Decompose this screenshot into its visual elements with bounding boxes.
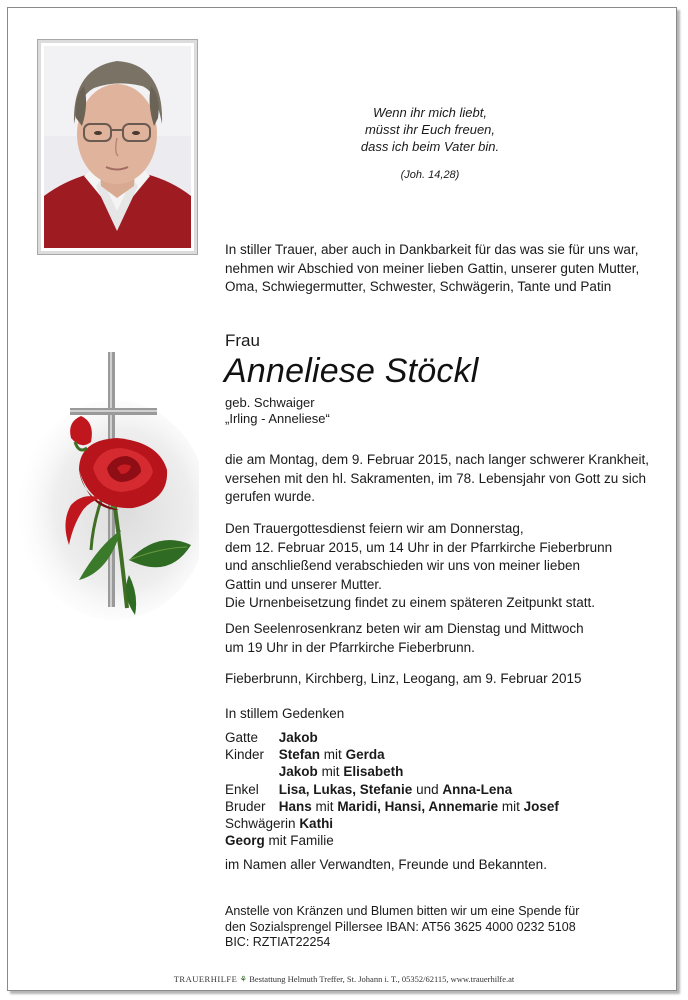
- family-name: Jakob: [278, 764, 318, 780]
- service-line: Den Trauergottesdienst feiern wir am Donnerstag,: [225, 521, 524, 536]
- family-link: mit Familie: [268, 833, 334, 849]
- donation-line: den Sozialsprengel Pillersee IBAN: AT56 3625 4000 0232 5108: [225, 919, 576, 934]
- family-link: mit: [321, 764, 340, 780]
- portrait-photo: [37, 39, 198, 255]
- rosary-line: Den Seelenrosenkranz beten wir am Dienstag und Mittwoch: [225, 621, 584, 636]
- family-link: mit: [315, 798, 334, 814]
- bible-verse: [320, 104, 540, 155]
- family-name: Maridi, Hansi, Annemarie: [337, 798, 499, 814]
- family-name: Hans: [278, 798, 312, 814]
- rosary-paragraph: [225, 620, 665, 657]
- family-row-schwaegerin: [225, 815, 559, 832]
- footer: [0, 974, 688, 985]
- footer-brand: TRAUERHILFE: [173, 974, 238, 984]
- service-line: Die Urnenbeisetzung findet zu einem späteren Zeitpunkt statt.: [225, 595, 595, 610]
- gedenken-heading: In stillem Gedenken: [225, 706, 345, 721]
- intro-text: In stiller Trauer, aber auch in Dankbarkeit für das was sie für uns war, nehmen wir Abschied von meiner lieben Gattin, unserer guten Mutter, Oma, Schwiegermutter, Schwester, Schwägerin, Tante und Patin: [225, 242, 640, 294]
- verse-line: müsst ihr Euch freuen,: [364, 122, 496, 137]
- verse-reference: (Joh. 14,28): [400, 169, 460, 181]
- family-label: Enkel: [225, 781, 259, 797]
- cross-rose-illustration: [9, 350, 199, 620]
- service-paragraph: [225, 520, 665, 613]
- nickname: „Irling - Anneliese“: [225, 411, 330, 426]
- family-link: mit: [501, 798, 520, 814]
- deceased-name: Anneliese Stöckl: [224, 352, 479, 390]
- verse-line: Wenn ihr mich liebt,: [373, 105, 487, 120]
- family-name: Kathi: [299, 816, 334, 832]
- family-name: Stefan: [278, 747, 321, 763]
- family-link: und: [416, 781, 439, 797]
- death-paragraph: die am Montag, dem 9. Februar 2015, nach langer schwerer Krankheit, versehen mit den hl. Sakramenten, im 78. Lebensjahr von Gott zu sich gerufen wurde.: [225, 452, 649, 504]
- portrait-image: [44, 46, 191, 248]
- family-row-enkel: [225, 781, 559, 798]
- family-label: Bruder: [225, 798, 266, 814]
- rosary-line: um 19 Uhr in der Pfarrkirche Fieberbrunn.: [225, 639, 475, 655]
- family-name: Anna-Lena: [442, 781, 513, 797]
- on-behalf-line: im Namen aller Verwandten, Freunde und Bekannten.: [225, 857, 547, 872]
- family-label: Schwägerin: [225, 816, 296, 832]
- family-label: Gatte: [225, 730, 259, 745]
- birth-info: [225, 395, 330, 427]
- verse-line: dass ich beim Vater bin.: [360, 139, 500, 154]
- donation-line: BIC: RZTIAT22254: [225, 935, 331, 949]
- family-row-gatte: [225, 729, 559, 746]
- service-line: und anschließend verabschieden wir uns von meiner lieben: [225, 558, 580, 573]
- family-name: Josef: [523, 798, 559, 814]
- family-name: Jakob: [278, 730, 318, 745]
- footer-logo-icon: ⚘: [239, 974, 248, 984]
- service-line: Gattin und unserer Mutter.: [225, 576, 382, 592]
- family-name: Lisa, Lukas, Stefanie: [278, 781, 413, 797]
- family-row-kinder-2: [225, 763, 559, 780]
- family-name: Georg: [225, 833, 265, 849]
- family-link: mit: [323, 747, 342, 763]
- family-row-georg: [225, 832, 559, 849]
- family-name: Elisabeth: [343, 764, 404, 780]
- donation-line: Anstelle von Kränzen und Blumen bitten wir um eine Spende für: [225, 904, 580, 918]
- family-list: [225, 729, 559, 849]
- footer-text: Bestattung Helmuth Treffer, St. Johann i. T., 05352/62115, www.trauerhilfe.at: [249, 974, 515, 984]
- donation-note: [225, 904, 665, 951]
- birth-name: geb. Schwaiger: [225, 395, 315, 410]
- family-row-bruder: [225, 798, 559, 815]
- place-date: Fieberbrunn, Kirchberg, Linz, Leogang, am 9. Februar 2015: [225, 671, 582, 686]
- family-label: Kinder: [225, 747, 265, 763]
- family-row-kinder: [225, 746, 559, 763]
- family-name: Gerda: [345, 747, 385, 763]
- deceased-title: Frau: [225, 331, 260, 350]
- service-line: dem 12. Februar 2015, um 14 Uhr in der Pfarrkirche Fieberbrunn: [225, 539, 613, 555]
